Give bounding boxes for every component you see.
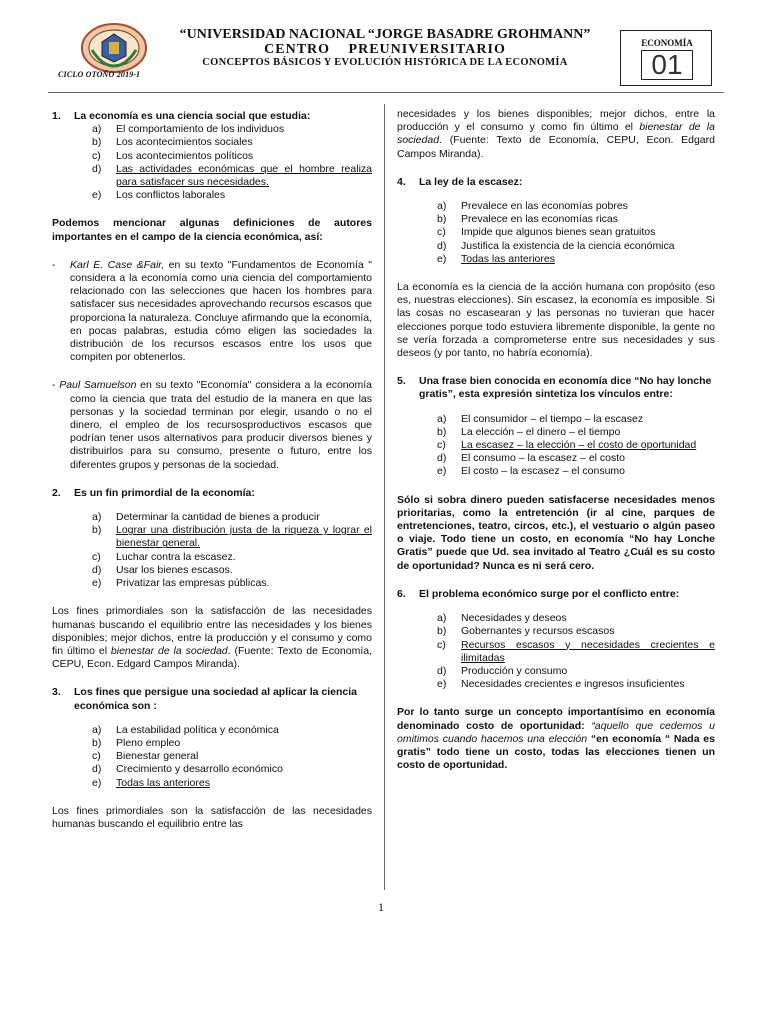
option <box>92 150 372 163</box>
option <box>437 200 715 213</box>
question-text: El problema económico surge por el conflicto entre: <box>419 587 680 600</box>
option-letter: e) <box>437 465 447 478</box>
option-text: Necesidades crecientes e ingresos insuficientes <box>461 678 685 691</box>
paragraph-source: . (Fuente: Texto de Economía, CEPU, Econ. Edgard Campos Miranda). <box>52 644 372 671</box>
option-letter: d) <box>92 162 102 175</box>
option-text: Producción y consumo <box>461 664 568 677</box>
definition-case-fair <box>52 259 372 365</box>
question-5 <box>397 375 715 401</box>
option <box>437 413 715 426</box>
option-letter: c) <box>437 439 446 452</box>
header-divider <box>48 92 724 93</box>
option-text: El comportamiento de los individuos <box>116 123 285 136</box>
option <box>92 123 372 136</box>
option-letter: b) <box>92 136 102 149</box>
option-text: La elección – el dinero – el tiempo <box>461 425 621 438</box>
option-text: Justifica la existencia de la ciencia económica <box>461 239 675 252</box>
option-text: Gobernantes y recursos escasos <box>461 625 615 638</box>
option-text: Privatizar las empresas públicas. <box>116 577 270 590</box>
option <box>437 226 715 239</box>
question-text: Es un fin primordial de la economía: <box>74 486 255 499</box>
option-text-answer: La escasez – la elección – el costo de oportunidad <box>461 439 697 452</box>
costo-oportunidad-paragraph <box>397 706 715 772</box>
author-name: Paul Samuelson <box>59 379 137 392</box>
option <box>437 625 715 638</box>
definition-text <box>70 259 372 365</box>
option-text: Los acontecimientos sociales <box>116 136 253 149</box>
option <box>92 564 372 577</box>
option-letter: b) <box>437 425 447 438</box>
right-column <box>397 108 715 772</box>
option-answer <box>92 777 372 790</box>
option <box>437 213 715 226</box>
option-letter: a) <box>437 412 447 425</box>
option-text: Prevalece en las economías pobres <box>461 200 628 213</box>
option-text: El consumo – la escasez – el costo <box>461 452 626 465</box>
option <box>92 577 372 590</box>
paragraph-text: “en economía “ Nada es gratis” todo tiene un costo, todas las elecciones tienen un costo de oportunidad. <box>397 732 715 772</box>
definition-samuelson <box>52 379 372 471</box>
option-answer <box>92 163 372 189</box>
option-text: El costo – la escasez – el consumo <box>461 465 626 478</box>
option-answer <box>437 639 715 665</box>
option-text: Determinar la cantidad de bienes a producir <box>116 511 320 524</box>
option-letter: d) <box>437 452 447 465</box>
option-text-answer: Lograr una distribución justa de la riqueza y lograr el bienestar general. <box>116 524 372 550</box>
option-answer <box>437 253 715 266</box>
option-text: Crecimiento y desarrollo económico <box>116 763 283 776</box>
option-letter: a) <box>437 200 447 213</box>
option-letter: a) <box>92 511 102 524</box>
option-letter: c) <box>437 638 446 651</box>
question-1-options <box>52 123 372 202</box>
option-letter: e) <box>437 252 447 265</box>
fines-paragraph <box>52 605 372 671</box>
option-text: Usar los bienes escasos. <box>116 563 233 576</box>
option-text: Los conflictos laborales <box>116 189 226 202</box>
option-letter: c) <box>437 226 446 239</box>
paragraph-text: necesidades y los bienes disponibles; mejor dichos, entre la producción y el consumo y como fin último el <box>397 108 715 134</box>
option-letter: d) <box>92 563 102 576</box>
option-text: Pleno empleo <box>116 736 181 749</box>
intro-paragraph: Podemos mencionar algunas definiciones de autores importantes en el campo de la ciencia económica, así: <box>52 217 372 243</box>
question-number: 5. <box>397 375 406 388</box>
subject-box <box>620 30 712 86</box>
option-text: Los acontecimientos políticos <box>116 149 254 162</box>
option <box>437 452 715 465</box>
cycle-label: CICLO OTOÑO 2019-I <box>58 70 140 79</box>
paragraph-italic: bienestar de la sociedad <box>110 644 228 657</box>
page-number: 1 <box>378 900 384 914</box>
option-text-answer: Las actividades económicas que el hombre realiza para satisfacer sus necesidades. <box>116 162 372 189</box>
option-letter: c) <box>92 149 101 162</box>
definition-body: en su texto "Fundamentos de Economía " considera a la economía como una ciencia del comportamiento relacionado con las selecciones que hacen los hombres para satisfacer sus necesidades aprovechando recursos escasos que proporciona la naturaleza. Concluye afirmando que la economía, en pocas palabras, estudia cómo eligen las sociedades la distribución de los recursos escasos entre los usos que compiten por obtenerlos. <box>70 258 372 364</box>
definition-body: en su texto "Economía" considera a la economía como la ciencia que trata del estudio de la manera en que las personas y la sociedad terminan por elegir, usando o no el dinero, el empleo de los recursosproductivos escasos que podrían tener usos alternativos para producir diversos bienes y distribuirlos para su consumo, presente o futuro, entre los diferentes grupos y personas de la sociedad. <box>70 379 372 471</box>
question-number: 3. <box>52 686 61 699</box>
option-letter: a) <box>92 723 102 736</box>
option-letter: e) <box>92 189 102 202</box>
question-4-options <box>397 200 715 266</box>
option <box>92 551 372 564</box>
paragraph-text: Por lo tanto surge un concepto importantísimo en economía denominado costo de oportunidad: <box>397 706 715 732</box>
question-4 <box>397 176 715 189</box>
option <box>92 737 372 750</box>
option-letter: b) <box>437 625 447 638</box>
question-2-options <box>52 511 372 590</box>
option-text-answer: Recursos escasos y necesidades crecientes e ilimitadas <box>461 638 715 664</box>
option-letter: a) <box>92 123 102 136</box>
option-text: Prevalece en las economías ricas <box>461 213 618 226</box>
option-text-answer: Todas las anteriores <box>116 776 210 789</box>
option-letter: d) <box>437 664 447 677</box>
option-letter: d) <box>437 239 447 252</box>
question-3 <box>52 686 372 712</box>
option-letter: a) <box>437 612 447 625</box>
option-letter: c) <box>92 750 101 763</box>
question-5-options <box>397 413 715 479</box>
paragraph-italic: bienestar de la sociedad <box>397 121 715 147</box>
option <box>437 426 715 439</box>
paragraph-text: Los fines primordiales son la satisfacción de las necesidades humanas buscando el equilibrio entre las necesidades y los bienes disponibles; mejor dichos, entre la producción y el consumo y como fin último el <box>52 605 372 657</box>
question-number: 1. <box>52 110 61 122</box>
option-letter: d) <box>92 763 102 776</box>
question-1 <box>52 110 372 123</box>
author-name: Karl E. Case &Fair, <box>70 258 165 271</box>
option <box>92 724 372 737</box>
option-answer <box>92 524 372 550</box>
option-text: Impide que algunos bienes sean gratuitos <box>461 226 656 239</box>
list-dash: - <box>52 258 56 271</box>
question-3-options <box>52 724 372 790</box>
question-text: Una frase bien conocida en economía dice “No hay lonche gratis”, esta expresión sintetiza los vínculos entre: <box>419 375 712 401</box>
option-letter: b) <box>92 736 102 749</box>
escasez-paragraph: La economía es la ciencia de la acción humana con propósito (eso es, nuestras elecciones). Sin escasez, la economía es imposible. Si las cosas no escasearan y las personas no tuvieran que hacer elecciones porque todo estuviera libremente disponible, la gente no se vería forzada a comprometerse entre sus necesidades y sus deseos (y por tanto, no habría economía). <box>397 281 715 360</box>
university-title: “UNIVERSIDAD NACIONAL “JORGE BASADRE GROHMANN” <box>179 27 591 42</box>
question-6-options <box>397 612 715 691</box>
left-column <box>52 110 372 831</box>
option-text: La estabilidad política y económica <box>116 723 279 736</box>
option-letter: e) <box>437 678 447 691</box>
option <box>92 189 372 202</box>
list-dash: - <box>52 379 60 392</box>
question-number: 4. <box>397 175 406 188</box>
option <box>92 511 372 524</box>
question-6 <box>397 588 715 601</box>
option-text-answer: Todas las anteriores <box>461 252 555 265</box>
option-letter: e) <box>92 776 102 789</box>
option-answer <box>437 439 715 452</box>
paragraph-italic: “aquello que cedemos u omitimos cuando hacemos una elección <box>397 719 716 745</box>
question-text: La ley de la escasez: <box>419 175 523 188</box>
question-number: 6. <box>397 587 406 600</box>
option-text: Necesidades y deseos <box>461 612 567 625</box>
option <box>92 750 372 763</box>
center-title: CENTRO PREUNIVERSITARIO <box>264 42 506 57</box>
option-letter: e) <box>92 577 102 590</box>
continued-paragraph <box>397 108 715 161</box>
unit-number: 01 <box>641 50 693 80</box>
option-text: El consumidor – el tiempo – la escasez <box>461 412 644 425</box>
lonche-paragraph: Sólo si sobra dinero pueden satisfacerse necesidades menos prioritarias, como la entretención (ir al cine, parques de entretenciones, teatro, circos, etc.), el vestuario o algún paseo o viaje. Todo tiene un costo, en economía “No hay Lonche Gratis” puede que Ud. sea invitado al Teatro ¿Cuál es su costo de oportunidad? Nunca es ni será cero. <box>397 493 715 572</box>
option-letter: c) <box>92 550 101 563</box>
fines-paragraph-repeat: Los fines primordiales son la satisfacción de las necesidades humanas buscando el equilibrio entre las <box>52 804 372 830</box>
question-2 <box>52 487 372 500</box>
option <box>92 763 372 776</box>
option-text: Bienestar general <box>116 750 199 763</box>
subject-label: ECONOMÍA <box>641 38 693 48</box>
option <box>437 465 715 478</box>
option <box>437 240 715 253</box>
option-letter: b) <box>92 524 102 537</box>
option <box>92 136 372 149</box>
topic-title: CONCEPTOS BÁSICOS Y EVOLUCIÓN HISTÓRICA DE LA ECONOMÍA <box>202 57 568 68</box>
question-text: La economía es una ciencia social que estudia: <box>74 110 311 122</box>
option-letter: b) <box>437 213 447 226</box>
option-text: Luchar contra la escasez. <box>116 550 236 563</box>
question-number: 2. <box>52 486 61 499</box>
paragraph-source: . (Fuente: Texto de Economía, CEPU, Econ. Edgard Campos Miranda). <box>397 134 715 160</box>
option <box>437 678 715 691</box>
option <box>437 665 715 678</box>
question-text: Los fines que persigue una sociedad al aplicar la ciencia económica son : <box>74 686 358 712</box>
option <box>437 612 715 625</box>
column-divider <box>384 104 385 890</box>
